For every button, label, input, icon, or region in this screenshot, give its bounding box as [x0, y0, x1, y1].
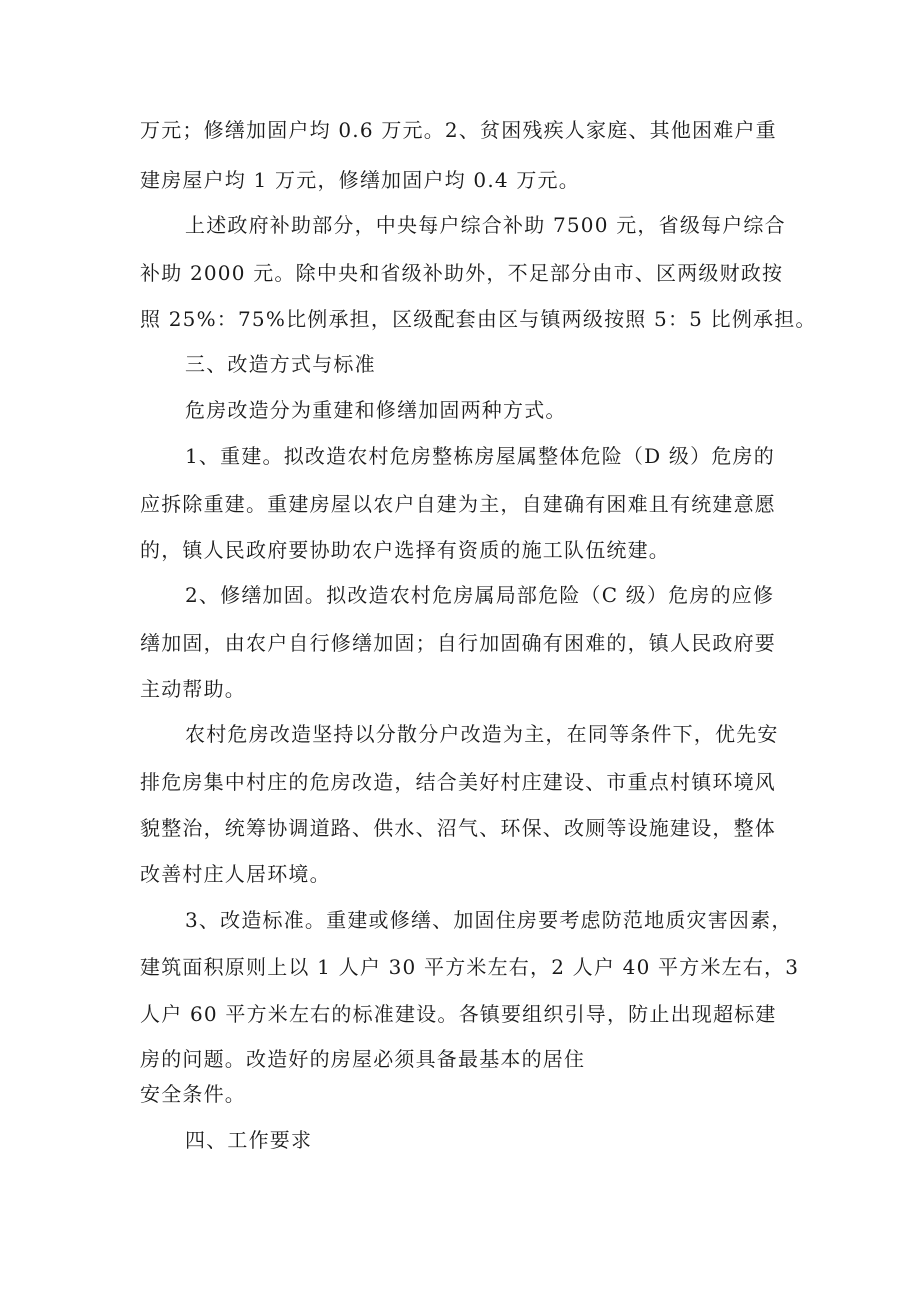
text-line: 缮加固，由农户自行修缮加固；自行加固确有困难的，镇人民政府要 — [140, 631, 776, 655]
text-line: 1、重建。拟改造农村危房整栋房屋属整体危险（D 级）危房的 — [185, 444, 775, 468]
text-line: 安全条件。 — [140, 1082, 246, 1106]
section-heading: 三、改造方式与标准 — [185, 352, 376, 376]
section-heading: 四、工作要求 — [185, 1128, 313, 1152]
text-line: 建房屋户均 1 万元，修缮加固户均 0.4 万元。 — [140, 168, 580, 192]
text-line: 3、改造标准。重建或修缮、加固住房要考虑防范地质灾害因素， — [185, 908, 793, 932]
text-line: 主动帮助。 — [140, 677, 246, 701]
text-line: 改善村庄人居环境。 — [140, 862, 331, 886]
text-line: 补助 2000 元。除中央和省级补助外，不足部分由市、区两级财政按 — [140, 261, 784, 285]
text-line: 2、修缮加固。拟改造农村危房属局部危险（C 级）危房的应修 — [185, 583, 775, 607]
text-line: 万元；修缮加固户均 0.6 万元。2、贫困残疾人家庭、其他困难户重 — [140, 118, 777, 142]
text-line: 人户 60 平方米左右的标准建设。各镇要组织引导，防止出现超标建 — [140, 1002, 777, 1026]
text-line: 危房改造分为重建和修缮加固两种方式。 — [185, 398, 567, 422]
text-line: 上述政府补助部分，中央每户综合补助 7500 元，省级每户综合 — [185, 213, 786, 237]
text-line: 的，镇人民政府要协助农户选择有资质的施工队伍统建。 — [140, 538, 670, 562]
text-line: 应拆除重建。重建房屋以农户自建为主，自建确有困难且有统建意愿 — [140, 492, 776, 516]
text-line: 房的问题。改造好的房屋必须具备最基本的居住 — [140, 1047, 586, 1071]
text-line: 建筑面积原则上以 1 人户 30 平方米左右，2 人户 40 平方米左右，3 — [140, 955, 800, 979]
text-line: 农村危房改造坚持以分散分户改造为主，在同等条件下，优先安 — [185, 722, 779, 746]
text-line: 照 25%：75%比例承担，区级配套由区与镇两级按照 5：5 比例承担。 — [140, 307, 817, 331]
text-line: 貌整治，统筹协调道路、供水、沼气、环保、改厕等设施建设，整体 — [140, 816, 776, 840]
text-line: 排危房集中村庄的危房改造，结合美好村庄建设、市重点村镇环境风 — [140, 770, 776, 794]
